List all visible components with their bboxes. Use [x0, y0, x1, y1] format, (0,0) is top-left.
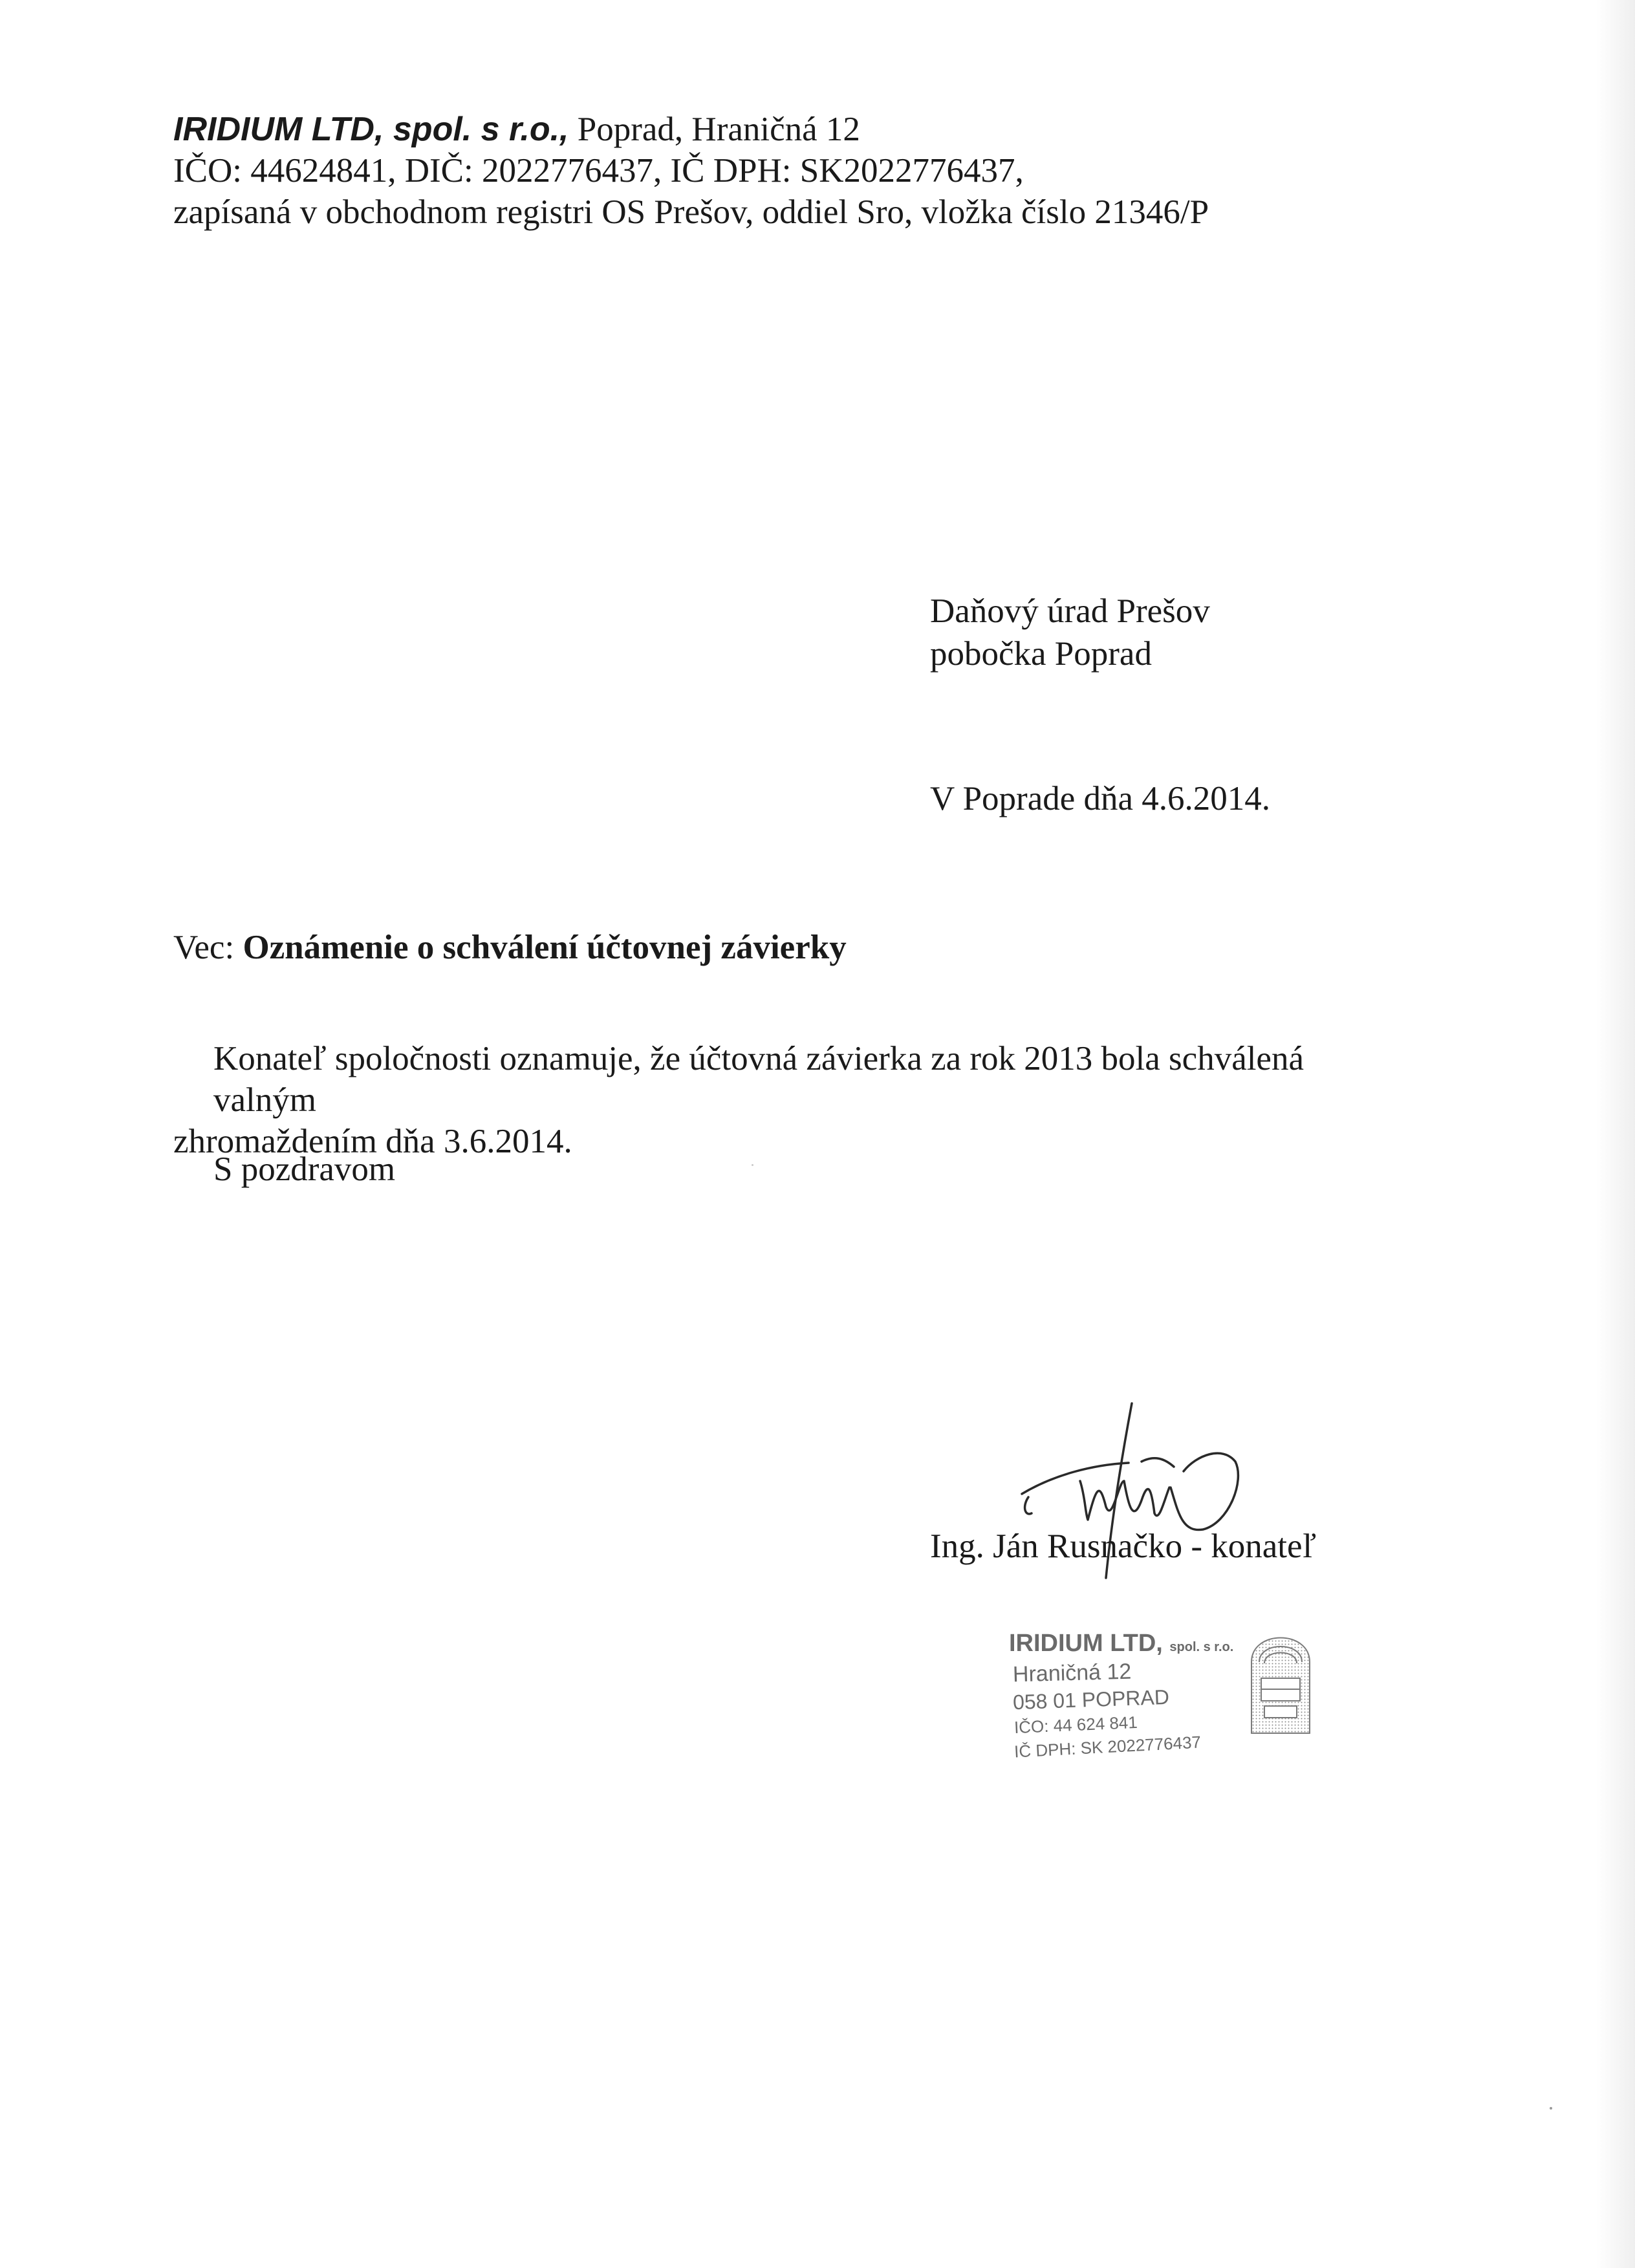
- company-address: Poprad, Hraničná 12: [577, 111, 860, 148]
- stamp-ico: IČO: 44 624 841: [1013, 1712, 1138, 1738]
- stamp-company: IRIDIUM LTD,: [1009, 1630, 1163, 1657]
- letter-body: [173, 1038, 1402, 1162]
- recipient-line-2: pobočka Poprad: [930, 635, 1152, 673]
- subject-text: Oznámenie o schválení účtovnej závierky: [243, 929, 847, 966]
- stamp-company-suffix: spol. s r.o.: [1169, 1640, 1234, 1654]
- subject-line: [173, 926, 847, 969]
- body-line-2: zhromaždením dňa 3.6.2014.: [173, 1123, 572, 1160]
- recipient-line-1: Daňový úrad Prešov: [930, 592, 1210, 630]
- letterhead: [173, 109, 1402, 233]
- scan-speck: [1550, 2107, 1552, 2110]
- signer-name: Ing. Ján Rusnačko - konateľ: [930, 1528, 1317, 1565]
- greeting: S pozdravom: [213, 1150, 396, 1188]
- stamp-company-line: [1009, 1630, 1233, 1658]
- scan-speck: [752, 1164, 753, 1166]
- letterhead-line-1: [173, 109, 1402, 150]
- letter-date: V Poprade dňa 4.6.2014.: [930, 780, 1271, 817]
- stamp-ic-dph: IČ DPH: SK 2022776437: [1013, 1732, 1202, 1762]
- stamp-street: Hraničná 12: [1012, 1659, 1132, 1687]
- stamp-city: 058 01 POPRAD: [1012, 1685, 1170, 1714]
- scan-page-edge: [1596, 0, 1635, 2268]
- stamp-emblem-icon: [1245, 1617, 1316, 1740]
- body-line-1: Konateľ spoločnosti oznamuje, že účtovná závierka za rok 2013 bola schválená valným: [213, 1040, 1304, 1119]
- letterhead-line-3: zapísaná v obchodnom registri OS Prešov, oddiel Sro, vložka číslo 21346/P: [173, 193, 1209, 231]
- subject-label: Vec:: [173, 929, 235, 966]
- recipient-block: [930, 590, 1210, 675]
- letterhead-line-2: IČO: 44624841, DIČ: 2022776437, IČ DPH: SK2022776437,: [173, 152, 1024, 189]
- company-name: IRIDIUM LTD, spol. s r.o.,: [173, 111, 569, 148]
- handwritten-signature: [1009, 1384, 1268, 1604]
